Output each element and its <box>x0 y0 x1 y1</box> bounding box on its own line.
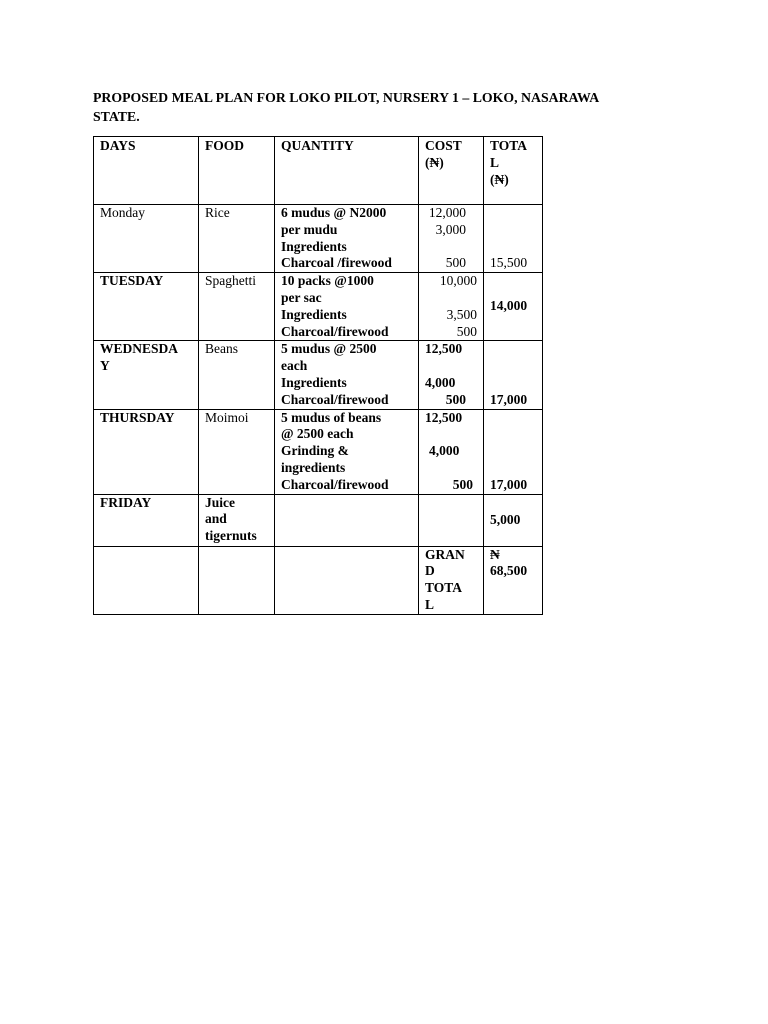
header-days: DAYS <box>94 137 199 205</box>
cell-quantity <box>275 494 419 546</box>
table-row-grand-total <box>94 546 543 614</box>
cell-food: Juice and tigernuts <box>199 494 275 546</box>
cell-empty <box>275 546 419 614</box>
cell-empty <box>199 546 275 614</box>
cell-quantity: 5 mudus @ 2500 each Ingredients Charcoal/firewood <box>275 341 419 409</box>
cell-total: 5,000 <box>484 494 543 546</box>
cell-empty <box>94 546 199 614</box>
cell-cost: 12,500 4,000 500 <box>419 409 484 494</box>
table-row-friday <box>94 494 543 546</box>
cell-day: WEDNESDA Y <box>94 341 199 409</box>
document-title <box>93 88 693 126</box>
cell-cost: 12,000 3,000 500 <box>419 205 484 273</box>
cell-quantity: 5 mudus of beans @ 2500 each Grinding & ingredients Charcoal/firewood <box>275 409 419 494</box>
cell-cost <box>419 494 484 546</box>
grand-total-value: ₦ 68,500 <box>484 546 543 614</box>
table-header-row <box>94 137 543 205</box>
cell-food: Beans <box>199 341 275 409</box>
table-row-tuesday <box>94 273 543 341</box>
cell-quantity: 10 packs @1000 per sac Ingredients Charcoal/firewood <box>275 273 419 341</box>
header-cost: COST (₦) <box>419 137 484 205</box>
cell-food: Rice <box>199 205 275 273</box>
cell-food: Spaghetti <box>199 273 275 341</box>
document-title-line-2: STATE. <box>93 109 140 124</box>
table-row-wednesday <box>94 341 543 409</box>
cell-food: Moimoi <box>199 409 275 494</box>
document-title-line-1: PROPOSED MEAL PLAN FOR LOKO PILOT, NURSERY 1 – LOKO, NASARAWA <box>93 90 600 105</box>
cell-total: 15,500 <box>484 205 543 273</box>
cell-day: TUESDAY <box>94 273 199 341</box>
cell-total: 17,000 <box>484 409 543 494</box>
cell-total: 17,000 <box>484 341 543 409</box>
grand-total-label: GRAN D TOTA L <box>419 546 484 614</box>
header-quantity: QUANTITY <box>275 137 419 205</box>
header-food: FOOD <box>199 137 275 205</box>
cell-quantity: 6 mudus @ N2000 per mudu Ingredients Charcoal /firewood <box>275 205 419 273</box>
cell-total: 14,000 <box>484 273 543 341</box>
meal-plan-table <box>93 136 543 615</box>
cell-day: Monday <box>94 205 199 273</box>
table-row-thursday <box>94 409 543 494</box>
cell-cost: 12,500 4,000 500 <box>419 341 484 409</box>
cell-day: THURSDAY <box>94 409 199 494</box>
header-total: TOTA L (₦) <box>484 137 543 205</box>
table-row-monday <box>94 205 543 273</box>
cell-day: FRIDAY <box>94 494 199 546</box>
cell-cost: 10,000 3,500 500 <box>419 273 484 341</box>
